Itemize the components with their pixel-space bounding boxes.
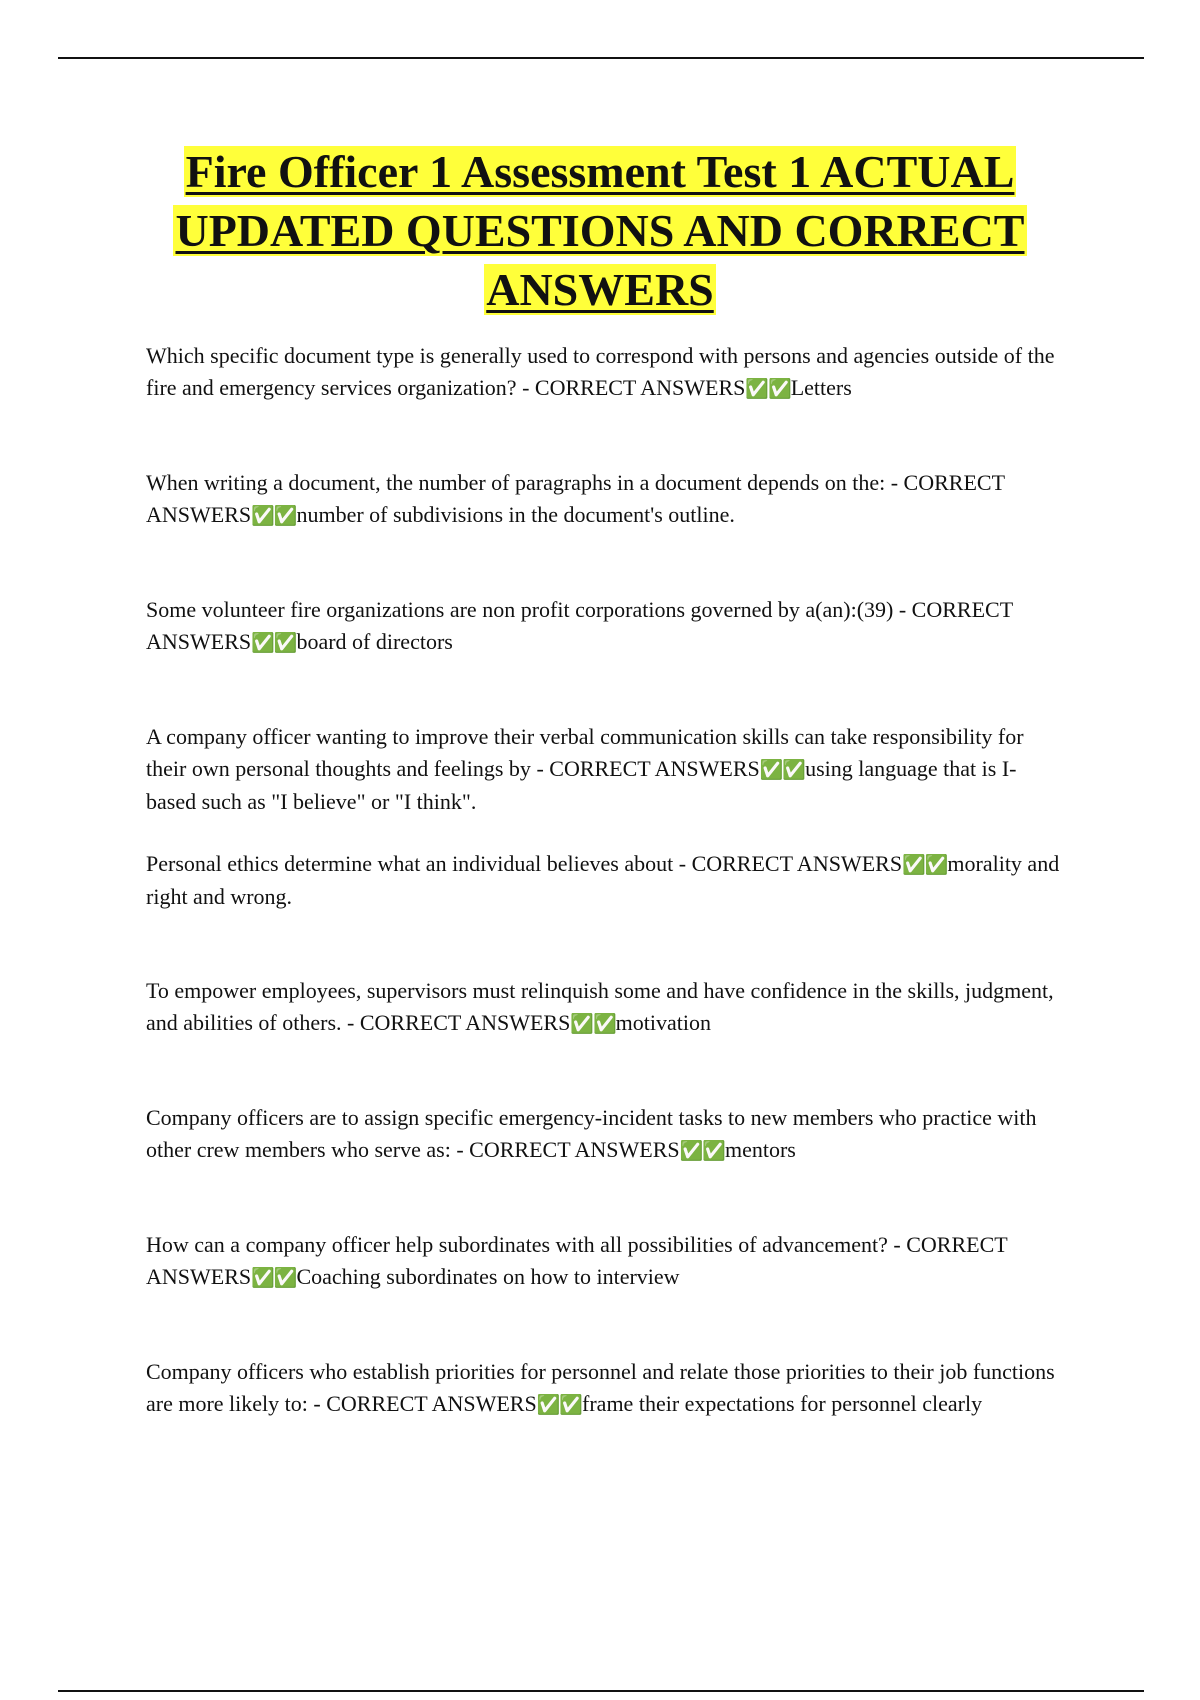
document-title [100,142,1100,319]
answer-text: using language that is I-based such as "I believe" or "I think". [146,756,1017,814]
qa-item [146,594,1066,721]
qa-list [146,340,1066,1483]
double-check-icon: ✅✅ [570,1013,616,1035]
correct-answers-label: - CORRECT ANSWERS [516,375,746,400]
double-check-icon: ✅✅ [251,505,297,527]
answer-text: morality and right and wrong. [146,851,1060,909]
correct-answers-label: - CORRECT ANSWERS [673,851,903,876]
question-text: To empower employees, supervisors must relinquish some and have confidence in the skills, judgment, and abilities of others. [146,978,1054,1035]
qa-item [146,467,1066,594]
question-text: Company officers who establish priorities for personnel and relate those priorities to their job functions are more likely to: [146,1359,1055,1416]
question-text: When writing a document, the number of paragraphs in a document depends on the: [146,470,886,495]
qa-item [146,975,1066,1102]
double-check-icon: ✅✅ [745,378,791,400]
bottom-rule [58,1690,1144,1692]
qa-item [146,721,1066,848]
qa-item [146,1229,1066,1356]
correct-answers-label: - CORRECT ANSWERS [146,1232,1008,1289]
double-check-icon: ✅✅ [251,1267,297,1289]
answer-text: mentors [724,1137,796,1162]
double-check-icon: ✅✅ [536,1394,583,1416]
answer-text: motivation [615,1010,711,1035]
question-text: Some volunteer fire organizations are non profit corporations governed by a(an):(39) [146,597,894,622]
qa-item [146,1356,1066,1483]
question-text: Which specific document type is generally used to correspond with persons and agencies outside of the fire and emergency services organization? [146,343,1055,400]
answer-text: Coaching subordinates on how to interview [296,1264,680,1289]
correct-answers-label: - CORRECT ANSWERS [146,470,1005,527]
qa-item [146,1102,1066,1229]
qa-item [146,848,1066,975]
document-title-text: Fire Officer 1 Assessment Test 1 ACTUAL UPDATED QUESTIONS AND CORRECT ANSWERS [175,146,1025,315]
answer-text: frame their expectations for personnel clearly [582,1391,983,1416]
correct-answers-label: - CORRECT ANSWERS [450,1137,680,1162]
answer-text: board of directors [296,629,453,654]
question-text: How can a company officer help subordinates with all possibilities of advancement? [146,1232,888,1257]
double-check-icon: ✅✅ [759,759,806,781]
question-text: A company officer wanting to improve their verbal communication skills can take responsibility for their own personal thoughts and feelings by [146,724,1024,781]
correct-answers-label: - CORRECT ANSWERS [307,1391,537,1416]
correct-answers-label: - CORRECT ANSWERS [146,597,1013,654]
answer-text: number of subdivisions in the document's outline. [296,502,735,527]
question-text: Company officers are to assign specific emergency-incident tasks to new members who practice with other crew members who serve as: [146,1105,1037,1162]
double-check-icon: ✅✅ [679,1140,725,1162]
answer-text: Letters [790,375,852,400]
correct-answers-label: - CORRECT ANSWERS [341,1010,571,1035]
correct-answers-label: - CORRECT ANSWERS [530,756,760,781]
double-check-icon: ✅✅ [251,632,297,654]
top-rule [58,57,1144,59]
question-text: Personal ethics determine what an individual believes about [146,851,674,876]
double-check-icon: ✅✅ [902,854,948,876]
qa-item [146,340,1066,467]
